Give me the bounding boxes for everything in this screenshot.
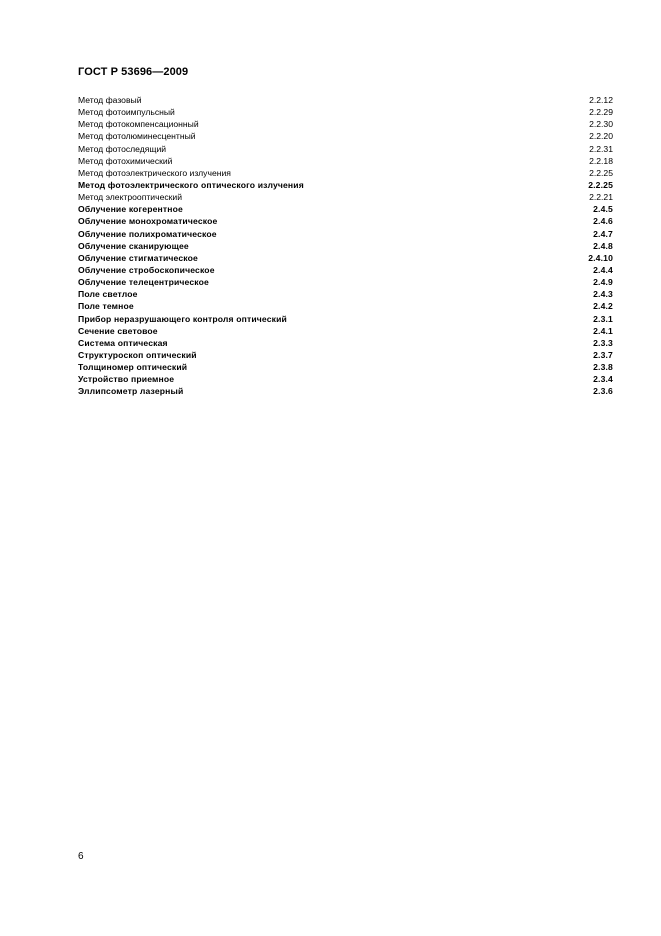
index-entry: [78, 385, 613, 397]
index-entry: [78, 337, 613, 349]
index-term: Устройство приемное: [78, 374, 175, 385]
index-term: Сечение световое: [78, 325, 158, 336]
index-entry: [78, 106, 613, 118]
index-term: Метод фотоэлектрического оптического излучения: [78, 179, 304, 190]
index-term: Прибор неразрушающего контроля оптический: [78, 313, 287, 324]
index-term: Облучение телецентрическое: [78, 277, 209, 288]
index-term: Метод фотокомпенсационный: [78, 119, 199, 130]
index-entry: [78, 349, 613, 361]
index-entry: [78, 361, 613, 373]
index-term: Система оптическая: [78, 337, 168, 348]
index-reference: 2.3.3: [593, 337, 613, 348]
index-term: Структуроскоп оптический: [78, 349, 197, 360]
document-header: ГОСТ Р 53696—2009: [78, 66, 189, 78]
index-reference: 2.4.2: [593, 301, 613, 312]
index-reference: 2.4.1: [593, 325, 613, 336]
index-reference: 2.2.25: [589, 167, 613, 178]
index-entry: [78, 203, 613, 215]
index-entry: [78, 300, 613, 312]
index-reference: 2.3.6: [593, 386, 613, 397]
index-entry: [78, 130, 613, 142]
index-reference: 2.2.29: [589, 107, 613, 118]
index-reference: 2.4.7: [593, 228, 613, 239]
index-entry: [78, 143, 613, 155]
index-entry: [78, 118, 613, 130]
index-reference: 2.4.9: [593, 277, 613, 288]
index-term: Метод фотоэлектрического излучения: [78, 167, 231, 178]
index-reference: 2.4.5: [593, 204, 613, 215]
index-reference: 2.4.6: [593, 216, 613, 227]
index-entry: [78, 94, 613, 106]
index-entry: [78, 191, 613, 203]
index-term: Облучение монохроматическое: [78, 216, 218, 227]
index-term: Метод электрооптический: [78, 192, 183, 203]
index-term: Метод фотоследящий: [78, 143, 167, 154]
index-entry: [78, 215, 613, 227]
index-entry: [78, 228, 613, 240]
index-reference: 2.2.21: [589, 192, 613, 203]
index-entry: [78, 155, 613, 167]
index-term: Поле светлое: [78, 289, 138, 300]
index-reference: 2.3.8: [593, 362, 613, 373]
index-reference: 2.4.10: [588, 252, 613, 263]
index-reference: 2.2.18: [589, 155, 613, 166]
index-entry: [78, 167, 613, 179]
index-entry: [78, 264, 613, 276]
index-reference: 2.3.4: [593, 374, 613, 385]
page-number: 6: [78, 851, 84, 862]
index-reference: 2.4.3: [593, 289, 613, 300]
index-term: Метод фотоимпульсный: [78, 107, 175, 118]
index-term: Метод фазовый: [78, 95, 142, 105]
index-term: Эллипсометр лазерный: [78, 386, 184, 397]
index-reference: 2.2.20: [589, 131, 613, 142]
index-term: Метод фотохимический: [78, 155, 173, 166]
index-reference: 2.2.12: [589, 95, 613, 105]
index-reference: 2.4.4: [593, 264, 613, 275]
index-entry: [78, 313, 613, 325]
index-term: Облучение сканирующее: [78, 240, 189, 251]
index-reference: 2.2.25: [588, 179, 613, 190]
index-reference: 2.2.31: [589, 143, 613, 154]
index-term: Поле темное: [78, 301, 134, 312]
index-term: Облучение когерентное: [78, 204, 183, 215]
index-term: Метод фотолюминесцентный: [78, 131, 196, 142]
index-term: Облучение стигматическое: [78, 252, 198, 263]
index-reference: 2.3.1: [593, 313, 613, 324]
index-term: Облучение стробоскопическое: [78, 264, 215, 275]
index-reference: 2.3.7: [593, 349, 613, 360]
index-entry: [78, 276, 613, 288]
index-term: Толщиномер оптический: [78, 362, 188, 373]
index-entry: [78, 252, 613, 264]
index-entry: [78, 373, 613, 385]
index-entry: [78, 325, 613, 337]
index-reference: 2.2.30: [589, 119, 613, 130]
index-term: Облучение полихроматическое: [78, 228, 217, 239]
index-reference: 2.4.8: [593, 240, 613, 251]
alphabetical-index: [78, 94, 613, 398]
index-entry: [78, 288, 613, 300]
index-entry: [78, 179, 613, 191]
index-entry: [78, 240, 613, 252]
